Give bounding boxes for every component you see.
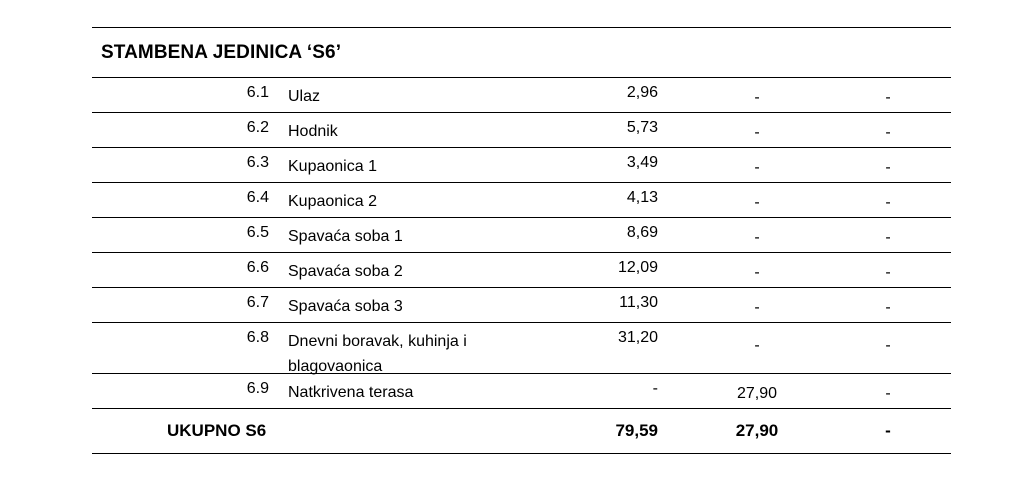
room-name-line-2: blagovaonica: [288, 358, 383, 375]
room-number: 6.2: [246, 119, 269, 136]
room-area: 11,30: [619, 294, 658, 311]
room-area: 5,73: [626, 119, 658, 136]
other-area: -: [885, 89, 891, 106]
total-row: [92, 409, 951, 454]
total-covered-area: 27,90: [735, 421, 779, 440]
table-row: [92, 218, 951, 253]
covered-area: -: [754, 229, 760, 246]
other-area: -: [885, 159, 891, 176]
room-name: [288, 329, 467, 379]
room-area-table: [92, 27, 951, 454]
covered-area: -: [754, 337, 760, 354]
table-row: [92, 183, 951, 218]
room-area: -: [652, 380, 658, 397]
room-name: Spavaća soba 3: [288, 298, 403, 315]
room-number: 6.3: [246, 154, 269, 171]
room-area: 4,13: [626, 189, 658, 206]
other-area: -: [885, 194, 891, 211]
total-other-area: -: [885, 421, 891, 440]
table-row: [92, 253, 951, 288]
other-area: -: [885, 337, 891, 354]
table-row: [92, 78, 951, 113]
covered-area: -: [754, 89, 760, 106]
total-label: UKUPNO S6: [167, 421, 267, 440]
room-name: Spavaća soba 2: [288, 263, 403, 280]
covered-area: -: [754, 159, 760, 176]
room-number: 6.4: [246, 189, 269, 206]
room-area: 12,09: [617, 259, 658, 276]
room-area: 2,96: [626, 84, 658, 101]
room-name-line-1: Dnevni boravak, kuhinja i: [288, 333, 467, 350]
room-name: Ulaz: [288, 88, 321, 105]
table-row: [92, 148, 951, 183]
covered-area: -: [754, 124, 760, 141]
covered-area: -: [754, 299, 760, 316]
room-name: Natkrivena terasa: [288, 384, 414, 401]
table-row: [92, 374, 951, 409]
other-area: -: [885, 385, 891, 402]
covered-area: -: [754, 264, 760, 281]
table-row: [92, 288, 951, 323]
room-name: Kupaonica 2: [288, 193, 377, 210]
room-name: Kupaonica 1: [288, 158, 377, 175]
room-area: 3,49: [626, 154, 658, 171]
other-area: -: [885, 299, 891, 316]
table-row: [92, 323, 951, 374]
total-area: 79,59: [615, 421, 658, 440]
table-title: STAMBENA JEDINICA ‘S6’: [101, 41, 342, 63]
room-number: 6.7: [246, 294, 269, 311]
room-number: 6.5: [246, 224, 269, 241]
covered-area: -: [754, 194, 760, 211]
room-number: 6.1: [246, 84, 269, 101]
other-area: -: [885, 124, 891, 141]
room-name: Hodnik: [288, 123, 338, 140]
room-area: 31,20: [617, 329, 658, 346]
other-area: -: [885, 264, 891, 281]
table-title-row: [92, 27, 951, 78]
other-area: -: [885, 229, 891, 246]
room-number: 6.8: [246, 329, 269, 346]
room-number: 6.6: [246, 259, 269, 276]
room-area: 8,69: [626, 224, 658, 241]
room-number: 6.9: [246, 380, 269, 397]
covered-area: 27,90: [736, 385, 778, 402]
table-row: [92, 113, 951, 148]
room-name: Spavaća soba 1: [288, 228, 403, 245]
